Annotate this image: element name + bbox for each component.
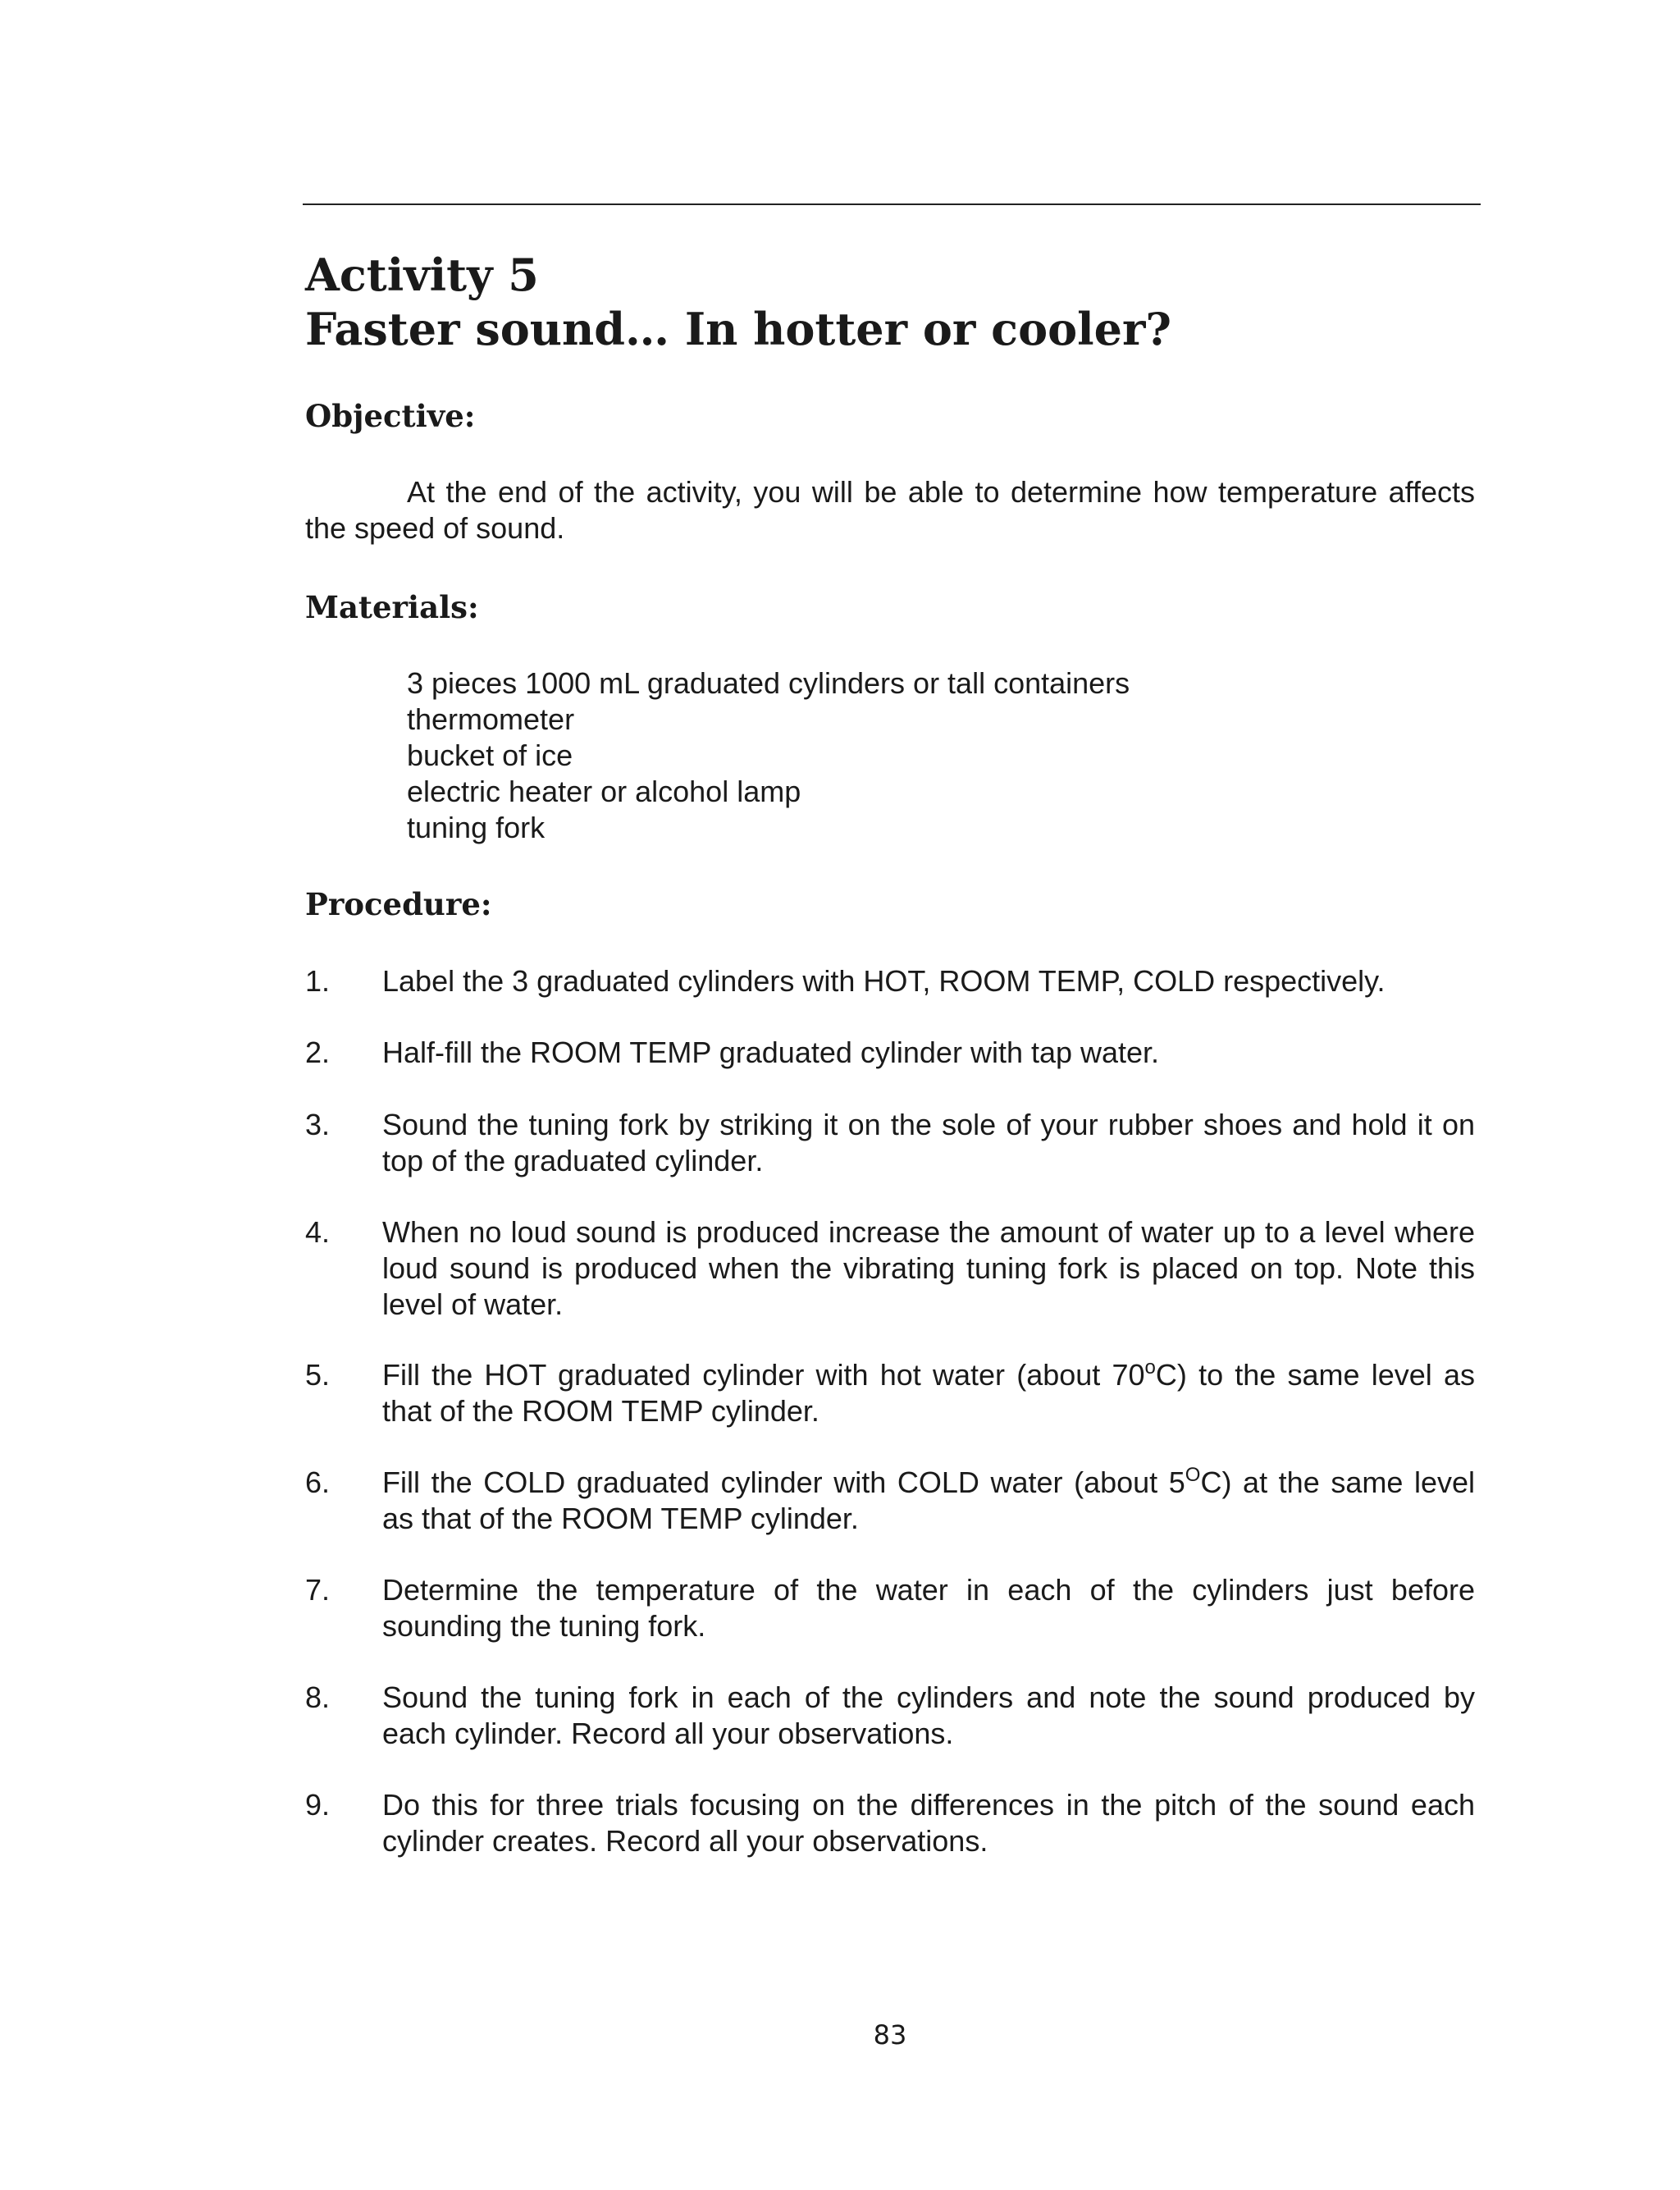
- activity-number: Activity 5: [305, 249, 539, 301]
- degree-symbol: o: [1144, 1356, 1156, 1378]
- step-text: Do this for three trials focusing on the differences in the pitch of the sound each cylinder creates. Record all your observations.: [382, 1788, 1475, 1858]
- step-text-part: Fill the COLD graduated cylinder with COLD water (about 5: [382, 1465, 1185, 1499]
- degree-symbol: O: [1185, 1464, 1201, 1486]
- material-item: bucket of ice: [407, 738, 573, 772]
- step-number: 4.: [305, 1215, 331, 1249]
- objective-text: At the end of the activity, you will be able to determine how temperature affects the speed of sound.: [305, 475, 1475, 545]
- step-number: 9.: [305, 1788, 331, 1822]
- header-rule: [303, 203, 1481, 205]
- step-text-part: C) at the same level as that of the ROOM TEMP cylinder.: [382, 1465, 1475, 1535]
- page-number: 83: [873, 2019, 907, 2051]
- step-number: 7.: [305, 1573, 331, 1607]
- step-text: Half-fill the ROOM TEMP graduated cylinder with tap water.: [382, 1036, 1160, 1069]
- step-number: 8.: [305, 1680, 331, 1714]
- materials-heading: Materials:: [305, 589, 479, 625]
- step-number: 5.: [305, 1358, 331, 1392]
- step-text: [382, 1357, 1475, 1429]
- objective-heading: Objective:: [305, 398, 476, 434]
- step-number: 6.: [305, 1465, 331, 1499]
- activity-title: Faster sound… In hotter or cooler?: [305, 303, 1172, 355]
- step-text: Sound the tuning fork by striking it on the sole of your rubber shoes and hold it on top of the graduated cylinder.: [382, 1108, 1475, 1177]
- step-number: 2.: [305, 1036, 331, 1069]
- material-item: 3 pieces 1000 mL graduated cylinders or tall containers: [407, 666, 1130, 700]
- step-text: Determine the temperature of the water in each of the cylinders just before sounding the tuning fork.: [382, 1573, 1475, 1643]
- step-text: Sound the tuning fork in each of the cylinders and note the sound produced by each cylinder. Record all your observations.: [382, 1680, 1475, 1750]
- material-item: thermometer: [407, 702, 575, 736]
- step-text: Label the 3 graduated cylinders with HOT, ROOM TEMP, COLD respectively.: [382, 964, 1386, 998]
- step-text-part: C) to the same level as that of the ROOM TEMP cylinder.: [382, 1358, 1476, 1428]
- step-text-part: Fill the HOT graduated cylinder with hot water (about 70: [382, 1358, 1145, 1392]
- procedure-heading: Procedure:: [305, 886, 492, 922]
- material-item: tuning fork: [407, 811, 546, 844]
- step-number: 1.: [305, 964, 331, 998]
- materials-list: [407, 665, 1130, 846]
- step-text: When no loud sound is produced increase the amount of water up to a level where loud sound is produced when the vibrating tuning fork is placed on top. Note this level of water.: [382, 1215, 1475, 1321]
- step-text: [382, 1465, 1475, 1537]
- material-item: electric heater or alcohol lamp: [407, 775, 801, 808]
- step-number: 3.: [305, 1108, 331, 1141]
